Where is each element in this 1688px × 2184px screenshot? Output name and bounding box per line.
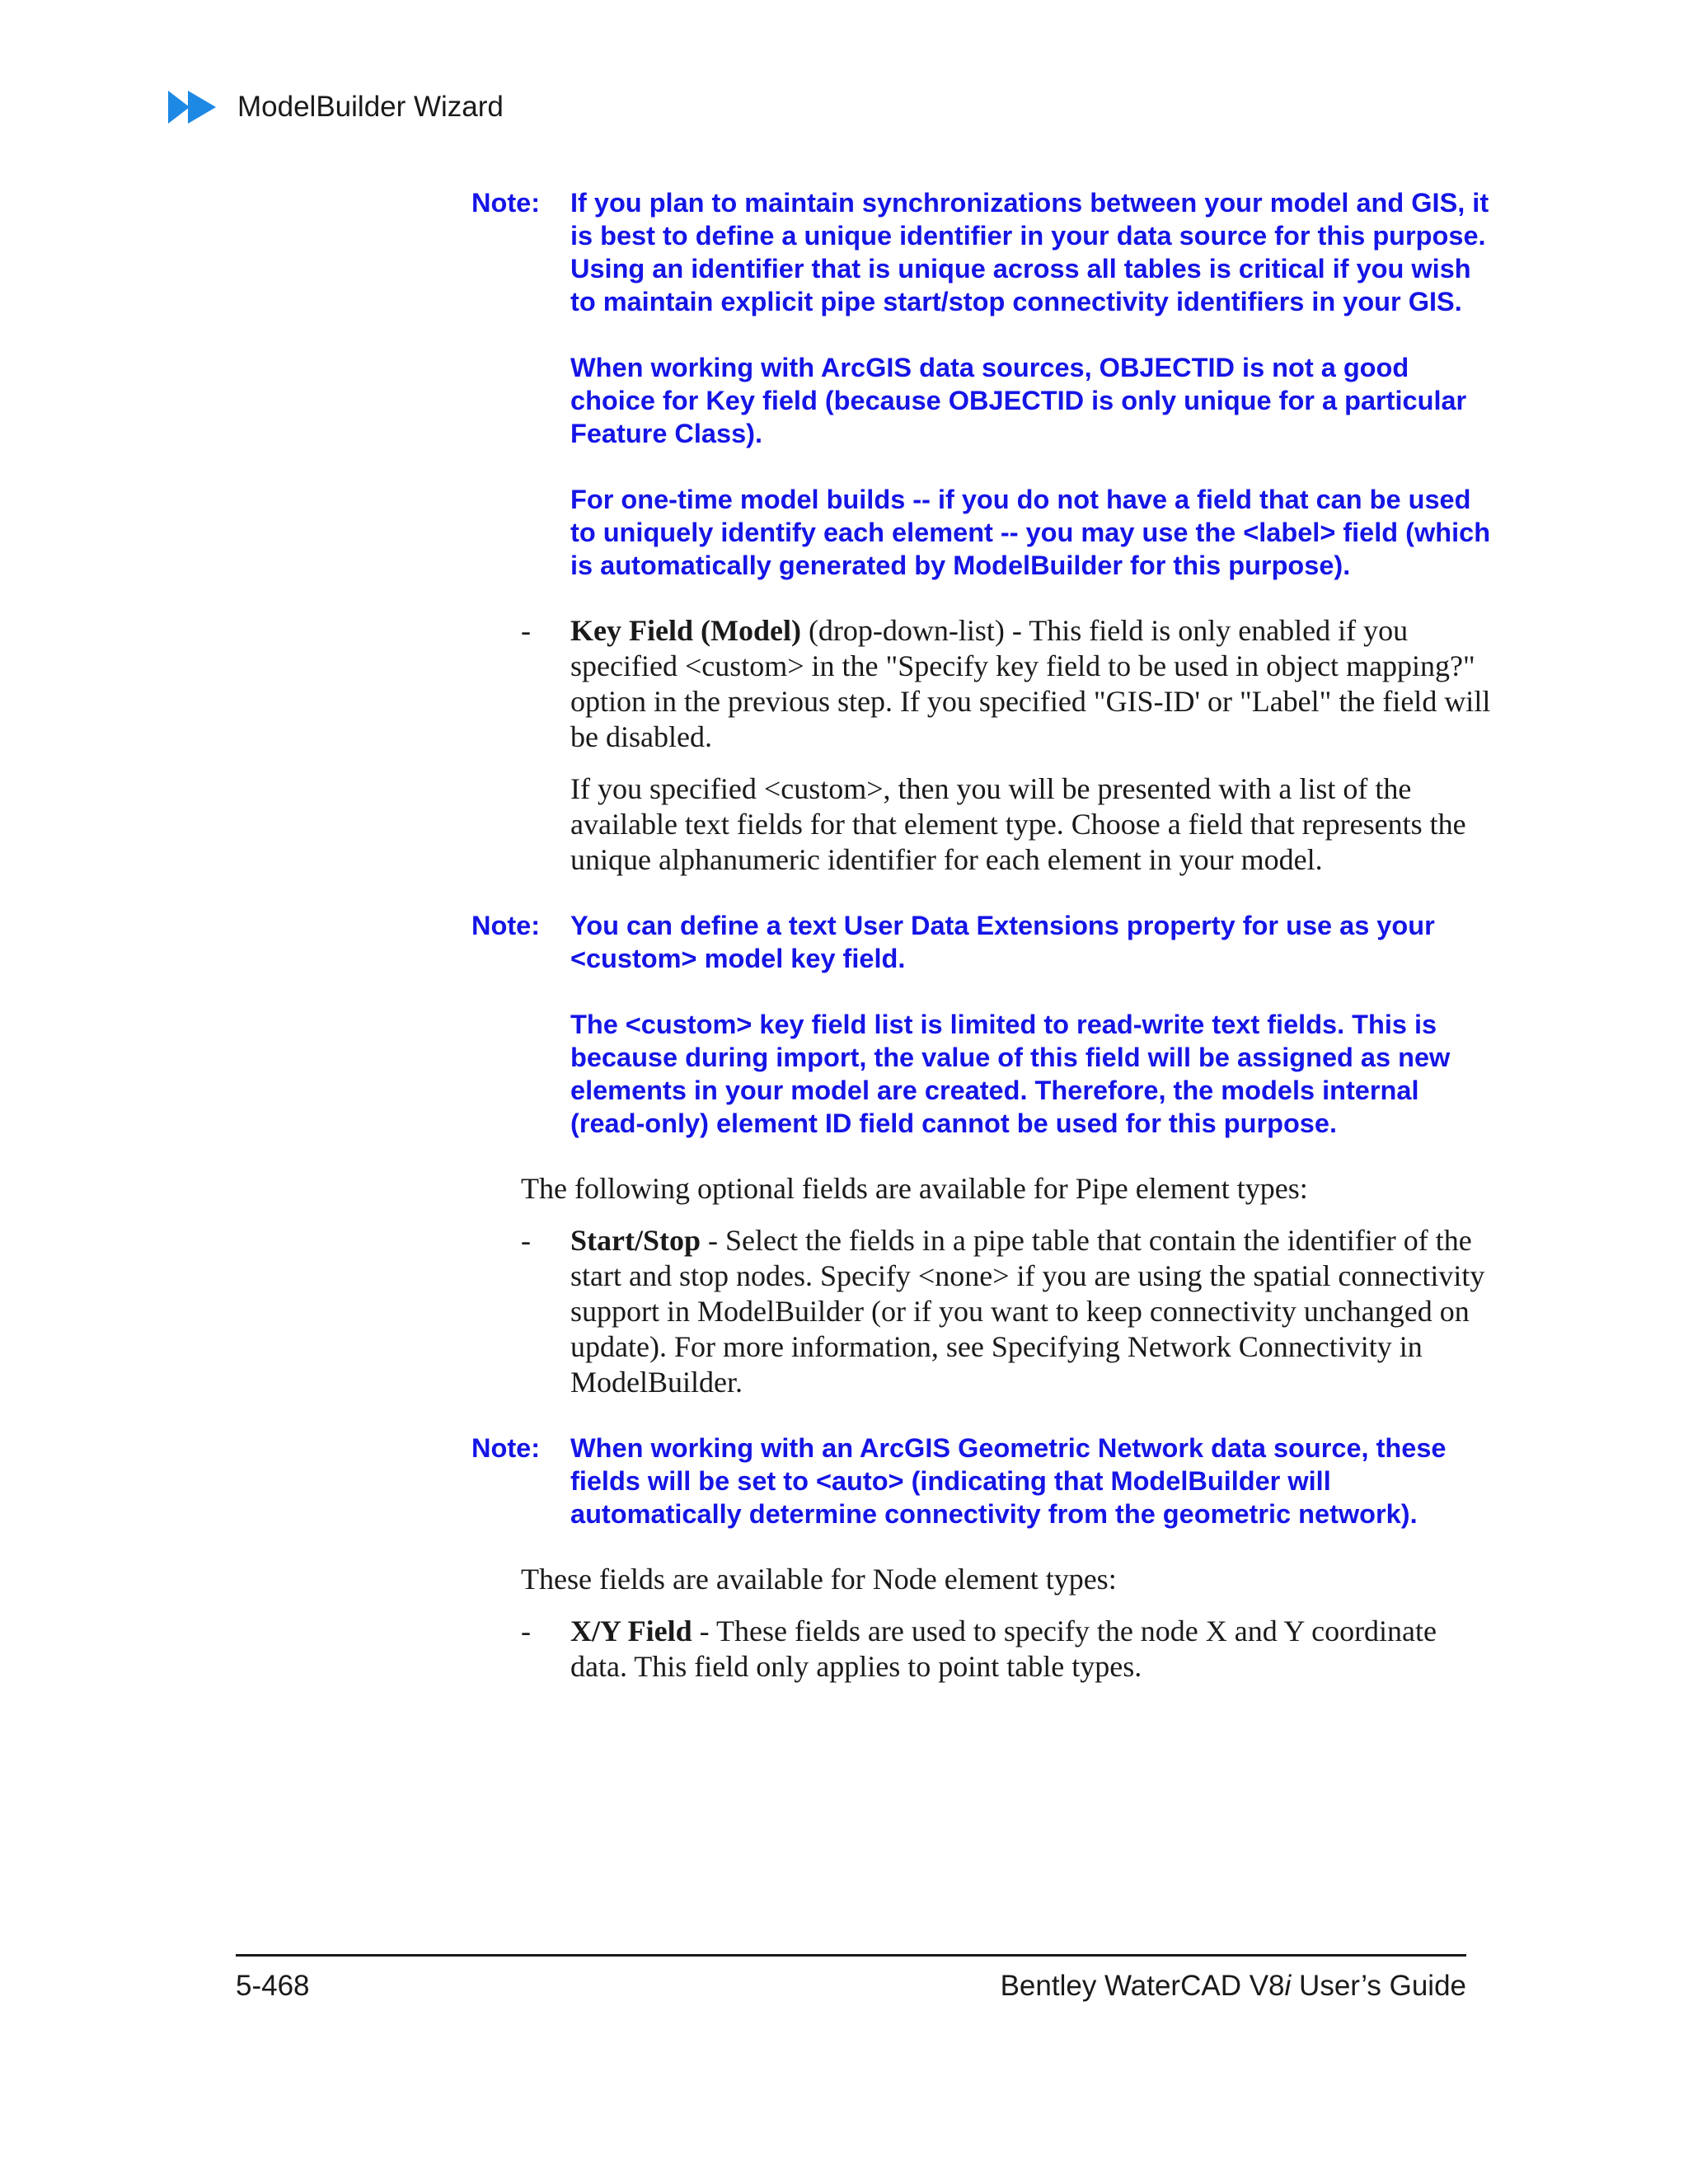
page-number: 5-468: [236, 1970, 310, 2002]
guide-title-suffix: User’s Guide: [1291, 1970, 1466, 2002]
bullet-dash: -: [521, 1224, 531, 1257]
double-chevron-right-icon: [168, 89, 221, 125]
key-field-description: [570, 613, 1493, 755]
note-label: Note:: [471, 188, 541, 218]
chapter-title: ModelBuilder Wizard: [237, 91, 504, 123]
note-block: [471, 909, 1493, 1140]
start-stop-description: [570, 1223, 1493, 1400]
key-field-term: Key Field (Model): [570, 614, 801, 647]
page-content: [471, 186, 1493, 1685]
bullet-dash: -: [521, 1615, 531, 1647]
page-header: [168, 86, 504, 129]
note-paragraph: You can define a text User Data Extensions property for use as your <custom> model key field.: [570, 911, 1435, 973]
guide-title: [1001, 1970, 1466, 2003]
guide-title-prefix: Bentley WaterCAD V8: [1000, 1970, 1285, 2002]
key-field-custom-paragraph: If you specified <custom>, then you will be presented with a list of the available text fields for that element type. Choose a field that represents the unique alphanumeric identifier for each element in your model.: [570, 772, 1466, 876]
note-paragraph: For one-time model builds -- if you do not have a field that can be used to uniquely identify each element -- you may use the <label> field (which is automatically generated by ModelBuilder for this purpose).: [570, 485, 1491, 580]
xy-field-item: [471, 1614, 1493, 1685]
guide-title-italic: i: [1284, 1970, 1292, 2002]
note-paragraph: When working with ArcGIS data sources, OBJECTID is not a good choice for Key field (because OBJECTID is only unique for a particular Feature Class).: [570, 353, 1467, 448]
start-stop-term: Start/Stop: [570, 1224, 701, 1257]
bullet-dash: -: [521, 614, 531, 647]
pipe-fields-intro: The following optional fields are available for Pipe element types:: [521, 1172, 1308, 1205]
xy-field-desc: - These fields are used to specify the node X and Y coordinate data. This field only applies to point table types.: [570, 1615, 1437, 1683]
note-paragraph: The <custom> key field list is limited to read-write text fields. This is because during import, the value of this field will be assigned as new elements in your model are created. Therefore, the models internal (read-only) element ID field cannot be used for this purpose.: [570, 1010, 1451, 1138]
note-paragraph: If you plan to maintain synchronizations between your model and GIS, it is best to define a unique identifier in your data source for this purpose. Using an identifier that is unique across all tables is critical if you wish to maintain explicit pipe start/stop connectivity identifiers in your GIS.: [570, 188, 1489, 316]
note-block: [471, 186, 1493, 582]
note-label: Note:: [471, 1433, 541, 1463]
start-stop-desc: - Select the fields in a pipe table that contain the identifier of the start and stop nodes. Specify <none> if you are using the spatial connectivity support in ModelBuilder (or if you want to keep connectivity unchanged on update). For more information, see Specifying Network Connectivity in ModelBuilder.: [570, 1224, 1485, 1399]
node-fields-intro: These fields are available for Node element types:: [521, 1563, 1117, 1596]
xy-field-description: [570, 1614, 1493, 1685]
footer-divider: [236, 1954, 1466, 1957]
key-field-desc: (drop-down-list) - This field is only enabled if you specified <custom> in the "Specify key field to be used in object mapping?" option in the previous step. If you specified "GIS-ID' or "Label" the field will be disabled.: [570, 614, 1491, 753]
note-block: [471, 1432, 1493, 1530]
start-stop-item: [471, 1223, 1493, 1400]
note-label: Note:: [471, 911, 541, 940]
xy-field-term: X/Y Field: [570, 1615, 692, 1647]
note-paragraph: When working with an ArcGIS Geometric Network data source, these fields will be set to <auto> (indicating that ModelBuilder will automatically determine connectivity from the geometric network).: [570, 1433, 1447, 1529]
key-field-item: [471, 613, 1493, 878]
